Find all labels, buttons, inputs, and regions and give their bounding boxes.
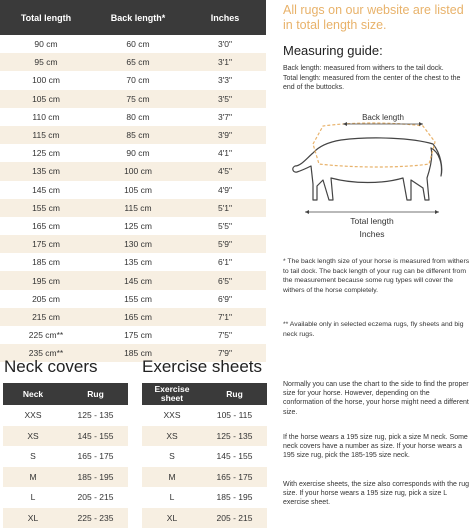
- size-table-cell: 3'1": [184, 53, 266, 71]
- size-table-row: [0, 71, 266, 89]
- size-table-row: [0, 35, 266, 53]
- size-table-cell: 115 cm: [0, 126, 92, 144]
- size-table-cell: 145 cm: [92, 271, 184, 289]
- header-exercise-sheet: Exercise sheet: [142, 383, 202, 405]
- size-table-cell: 165 cm: [92, 308, 184, 326]
- exercise-sheets-row: [142, 467, 267, 488]
- size-table-cell: 100 cm: [0, 71, 92, 89]
- size-table-cell: 60 cm: [92, 35, 184, 53]
- size-table-cell: 185 cm: [92, 344, 184, 362]
- exercise-sheets-cell: 205 - 215: [202, 508, 267, 528]
- exercise-sheets-cell: 165 - 175: [202, 467, 267, 488]
- size-table-cell: 7'9": [184, 344, 266, 362]
- paragraph-exercise-sizing: With exercise sheets, the size also corresponds with the rug size. If your horse wears a 195 size rug, pick a size L exercise sheet.: [283, 480, 471, 508]
- exercise-sheets-cell: 105 - 115: [202, 405, 267, 426]
- exercise-sheets-cell: XS: [142, 426, 202, 447]
- size-table-cell: 145 cm: [0, 181, 92, 199]
- back-length-arrow-left: [343, 122, 347, 126]
- exercise-sheets-cell: S: [142, 446, 202, 467]
- neck-covers-cell: XXS: [3, 405, 63, 426]
- exercise-sheets-row: [142, 487, 267, 508]
- size-table-header: [0, 0, 266, 35]
- size-table-row: [0, 108, 266, 126]
- exercise-sheets-row: [142, 405, 267, 426]
- size-table-cell: 165 cm: [0, 217, 92, 235]
- size-table-cell: 215 cm: [0, 308, 92, 326]
- size-table-cell: 70 cm: [92, 71, 184, 89]
- size-table-cell: 3'3": [184, 71, 266, 89]
- size-table-cell: 100 cm: [92, 162, 184, 180]
- size-table-body: [0, 35, 266, 362]
- size-table-cell: 90 cm: [0, 35, 92, 53]
- neck-covers-cell: M: [3, 467, 63, 488]
- size-table-cell: 7'5": [184, 326, 266, 344]
- size-table-row: [0, 162, 266, 180]
- neck-covers-cell: XS: [3, 426, 63, 447]
- exercise-sheets-cell: 185 - 195: [202, 487, 267, 508]
- size-table-row: [0, 144, 266, 162]
- size-table: [0, 0, 266, 362]
- size-table-cell: 4'9": [184, 181, 266, 199]
- size-table-cell: 185 cm: [0, 253, 92, 271]
- size-table-cell: 7'1": [184, 308, 266, 326]
- size-table-cell: 135 cm: [0, 162, 92, 180]
- size-table-cell: 80 cm: [92, 108, 184, 126]
- neck-covers-cell: 145 - 155: [63, 426, 128, 447]
- exercise-sheets-row: [142, 508, 267, 528]
- size-table-cell: 135 cm: [92, 253, 184, 271]
- neck-covers-row: [3, 508, 128, 528]
- total-length-arrow-left: [305, 210, 309, 214]
- size-table-cell: 95 cm: [0, 53, 92, 71]
- size-table-row: [0, 126, 266, 144]
- size-table-cell: 90 cm: [92, 144, 184, 162]
- total-length-definition: Total length: measured from the center of the chest to the end of the buttocks.: [283, 74, 473, 93]
- total-length-arrow-right: [435, 210, 439, 214]
- header-back-length: Back length*: [92, 0, 184, 35]
- neck-covers-table: [3, 383, 128, 528]
- size-table-cell: 235 cm**: [0, 344, 92, 362]
- paragraph-neck-sizing: If the horse wears a 195 size rug, pick a size M neck. Some neck covers have a number as size. If your horse wears a 195 size rug, pick the 185-195 size neck.: [283, 433, 471, 461]
- size-table-cell: 125 cm: [0, 144, 92, 162]
- rug-outline: [313, 123, 435, 167]
- size-table-cell: 125 cm: [92, 217, 184, 235]
- headline: All rugs on our website are listed in total length size.: [283, 3, 473, 33]
- neck-covers-row: [3, 426, 128, 447]
- exercise-sheets-cell: XXS: [142, 405, 202, 426]
- total-length-label: Total length: [350, 216, 394, 226]
- back-length-label: Back length: [362, 113, 404, 122]
- size-table-cell: 85 cm: [92, 126, 184, 144]
- exercise-sheets-row: [142, 446, 267, 467]
- size-table-row: [0, 181, 266, 199]
- footnote-availability: ** Available only in selected eczema rugs, fly sheets and big neck rugs.: [283, 320, 473, 339]
- neck-covers-cell: 205 - 215: [63, 487, 128, 508]
- neck-covers-row: [3, 487, 128, 508]
- size-table-cell: 6'9": [184, 290, 266, 308]
- neck-covers-cell: XL: [3, 508, 63, 528]
- size-table-row: [0, 271, 266, 289]
- neck-covers-cell: S: [3, 446, 63, 467]
- size-table-row: [0, 326, 266, 344]
- horse-measuring-diagram: [283, 108, 469, 248]
- size-table-cell: 3'9": [184, 126, 266, 144]
- exercise-sheets-cell: L: [142, 487, 202, 508]
- header-inches: Inches: [184, 0, 266, 35]
- size-table-cell: 155 cm: [92, 290, 184, 308]
- size-table-cell: 4'5": [184, 162, 266, 180]
- size-table-cell: 110 cm: [0, 108, 92, 126]
- size-table-cell: 5'5": [184, 217, 266, 235]
- size-table-row: [0, 217, 266, 235]
- exercise-sheets-cell: 125 - 135: [202, 426, 267, 447]
- exercise-sheets-cell: XL: [142, 508, 202, 528]
- header-rug: Rug: [202, 383, 267, 405]
- size-table-cell: 225 cm**: [0, 326, 92, 344]
- size-table-row: [0, 308, 266, 326]
- footnote-back-length: * The back length size of your horse is measured from withers to tail dock. The back length of your rug can be different from the measurement because some rug types will cover the withers of the horse completely.: [283, 257, 473, 295]
- size-table-cell: 115 cm: [92, 199, 184, 217]
- size-table-cell: 65 cm: [92, 53, 184, 71]
- header-neck: Neck: [3, 383, 63, 405]
- neck-covers-cell: 185 - 195: [63, 467, 128, 488]
- size-table-cell: 195 cm: [0, 271, 92, 289]
- size-table-cell: 3'7": [184, 108, 266, 126]
- size-table-cell: 3'0": [184, 35, 266, 53]
- size-table-row: [0, 253, 266, 271]
- size-table-cell: 6'5": [184, 271, 266, 289]
- neck-covers-body: [3, 405, 128, 528]
- back-length-definition: Back length: measured from withers to the tail dock.: [283, 64, 473, 74]
- size-table-cell: 5'9": [184, 235, 266, 253]
- size-table-cell: 175 cm: [92, 326, 184, 344]
- header-total-length: Total length: [0, 0, 92, 35]
- size-table-cell: 175 cm: [0, 235, 92, 253]
- paragraph-chart-usage: Normally you can use the chart to the side to find the proper size for your horse. However, depending on the conformation of the horse, your horse might need a different size.: [283, 380, 471, 417]
- size-table-cell: 105 cm: [0, 90, 92, 108]
- measuring-guide-text: [283, 64, 473, 93]
- size-table-cell: 105 cm: [92, 181, 184, 199]
- neck-covers-row: [3, 467, 128, 488]
- size-table-cell: 205 cm: [0, 290, 92, 308]
- neck-covers-row: [3, 446, 128, 467]
- size-table-row: [0, 235, 266, 253]
- neck-covers-title: Neck covers: [4, 357, 98, 377]
- neck-covers-cell: 125 - 135: [63, 405, 128, 426]
- neck-covers-cell: L: [3, 487, 63, 508]
- exercise-sheets-row: [142, 426, 267, 447]
- exercise-sheets-table: [142, 383, 267, 528]
- size-table-cell: 130 cm: [92, 235, 184, 253]
- size-table-row: [0, 53, 266, 71]
- header-rug: Rug: [63, 383, 128, 405]
- size-table-cell: 3'5": [184, 90, 266, 108]
- neck-covers-row: [3, 405, 128, 426]
- inches-label: Inches: [359, 229, 384, 239]
- exercise-sheets-cell: M: [142, 467, 202, 488]
- size-table-row: [0, 90, 266, 108]
- neck-covers-cell: 225 - 235: [63, 508, 128, 528]
- size-table-cell: 75 cm: [92, 90, 184, 108]
- exercise-sheets-cell: 145 - 155: [202, 446, 267, 467]
- size-table-cell: 6'1": [184, 253, 266, 271]
- exercise-sheets-title: Exercise sheets: [142, 357, 262, 377]
- horse-outline: [293, 138, 442, 200]
- exercise-sheets-body: [142, 405, 267, 528]
- neck-covers-cell: 165 - 175: [63, 446, 128, 467]
- size-table-cell: 5'1": [184, 199, 266, 217]
- size-table-row: [0, 199, 266, 217]
- size-table-cell: 155 cm: [0, 199, 92, 217]
- size-table-cell: 4'1": [184, 144, 266, 162]
- measuring-guide-title: Measuring guide:: [283, 43, 383, 58]
- size-table-row: [0, 290, 266, 308]
